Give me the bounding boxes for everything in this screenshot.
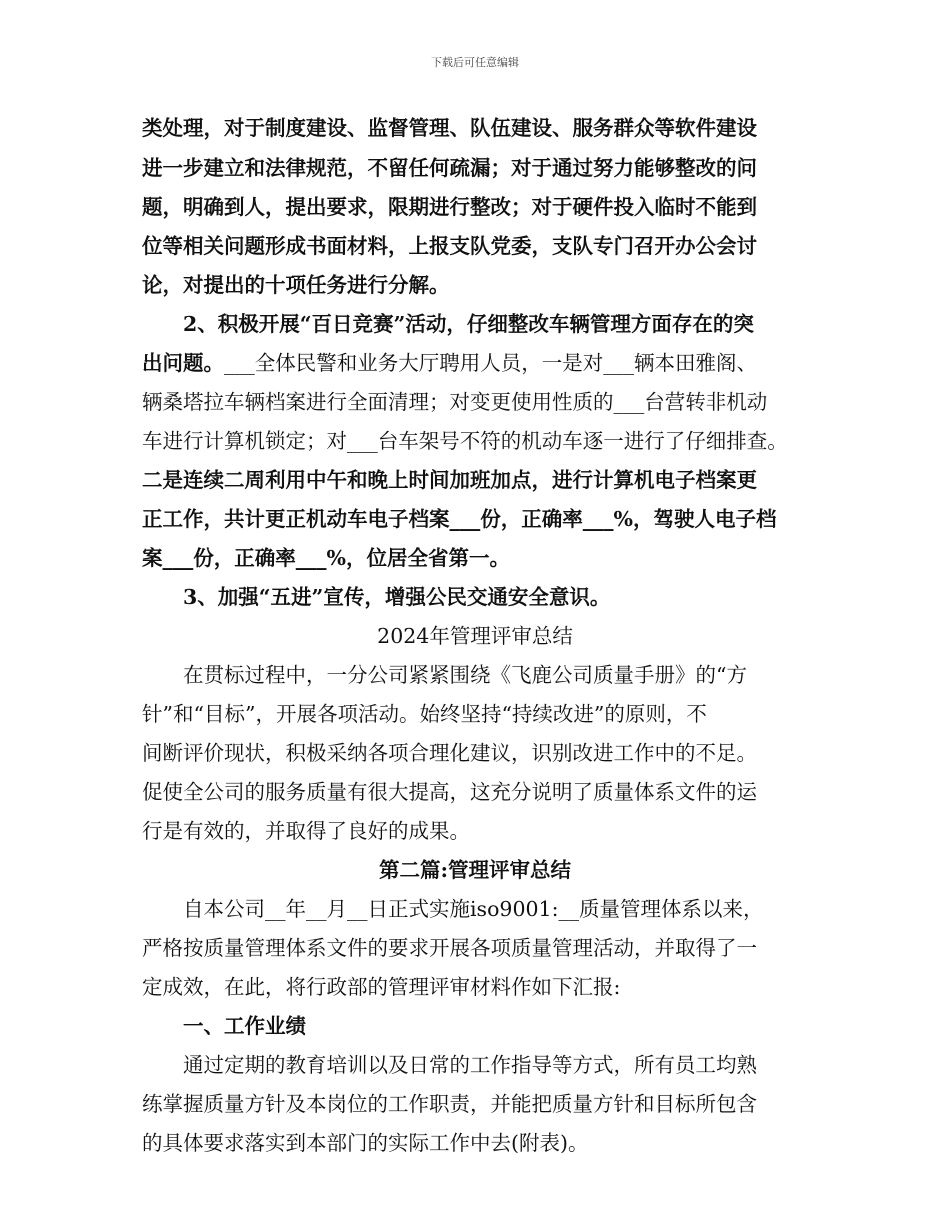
text-line: 论，对提出的十项任务进行分解。	[142, 273, 450, 297]
text-line: 题，明确到人，提出要求，限期进行整改；对于硬件投入临时不能到	[142, 195, 757, 219]
text-line: 促使全公司的服务质量有很大提高，这充分说明了质量体系文件的运	[142, 780, 757, 804]
section-heading: 一、工作业绩	[183, 1014, 306, 1038]
text-line: 案___份，正确率___%，位居全省第一。	[142, 546, 510, 570]
page-header: 下载后可任意编辑	[431, 56, 519, 69]
section-title: 2024年管理评审总结	[377, 624, 573, 648]
text-line: 行是有效的，并取得了良好的成果。	[142, 819, 470, 843]
text-line: 2、积极开展“百日竞赛”活动，仔细整改车辆管理方面存在的突	[183, 312, 754, 336]
text-line: 车进行计算机锁定；对___台车架号不符的机动车逐一进行了仔细排查。	[142, 429, 788, 453]
text-line: 正工作，共计更正机动车电子档案___份，正确率___%，驾驶人电子档	[142, 507, 777, 531]
text-line: 练掌握质量方针及本岗位的工作职责，并能把质量方针和目标所包含	[142, 1092, 757, 1116]
text-line: 进一步建立和法律规范，不留任何疏漏；对于通过努力能够整改的问	[142, 156, 757, 180]
text-run: ___全体民警和业务大厅聘用人员，一是对___辆本田雅阁、	[224, 351, 757, 375]
text-line: 定成效，在此，将行政部的管理评审材料作如下汇报:	[142, 975, 621, 999]
section-title: 第二篇:管理评审总结	[378, 858, 572, 882]
text-line: 通过定期的教育培训以及日常的工作指导等方式，所有员工均熟	[183, 1053, 757, 1077]
text-line: 二是连续二周利用中午和晚上时间加班加点，进行计算机电子档案更	[142, 468, 757, 492]
text-line: 的具体要求落实到本部门的实际工作中去(附表)。	[142, 1131, 589, 1155]
text-line: 自本公司__年__月__日正式实施iso9001:__质量管理体系以来，	[183, 897, 764, 921]
text-line: 辆桑塔拉车辆档案进行全面清理；对变更使用性质的___台营转非机动	[142, 390, 768, 414]
text-run: 出问题。	[142, 351, 224, 375]
text-line: 在贯标过程中，一分公司紧紧围绕《飞鹿公司质量手册》的“方	[183, 663, 747, 687]
text-line: 类处理，对于制度建设、监督管理、队伍建设、服务群众等软件建设	[142, 116, 757, 140]
text-line: 间断评价现状，积极采纳各项合理化建议，识别改进工作中的不足。	[142, 741, 757, 765]
text-line: 位等相关问题形成书面材料，上报支队党委，支队专门召开办公会讨	[142, 234, 757, 258]
text-line: 针”和“目标”，开展各项活动。始终坚持“持续改进”的原则，不	[142, 702, 707, 726]
text-line	[142, 348, 832, 378]
text-line: 3、加强“五进”宣传，增强公民交通安全意识。	[183, 585, 611, 609]
text-line: 严格按质量管理体系文件的要求开展各项质量管理活动，并取得了一	[142, 936, 757, 960]
